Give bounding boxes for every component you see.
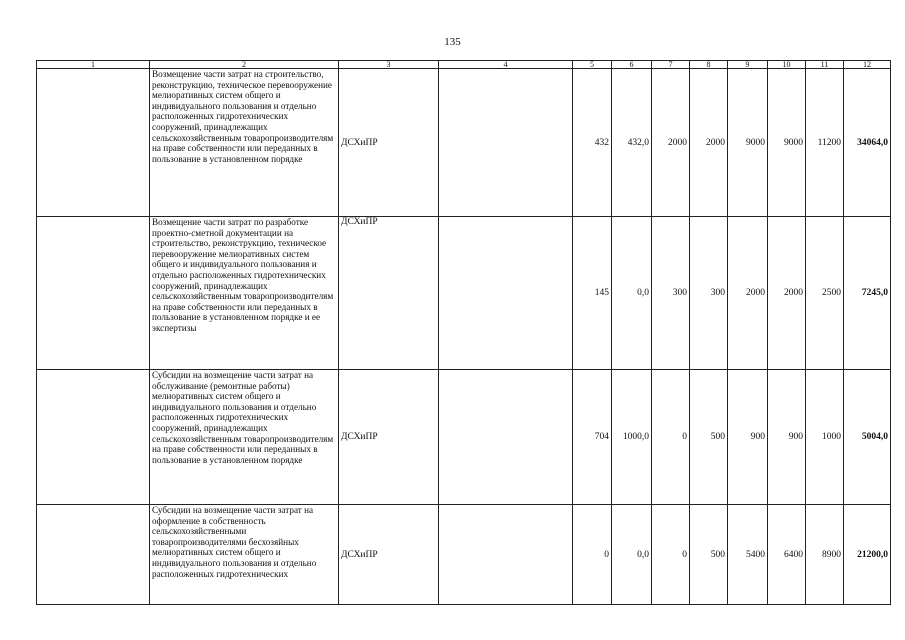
measure-description: Субсидии на возмещение части затрат на оформление в собственность сельскохозяйственными товаропроизводителями бесхозяйных мелиоративных систем общего и индивидуального пользования и отдельно расположенных гидротехнических xyxy=(150,505,339,605)
value-cell: 1000,0 xyxy=(612,370,652,505)
column-header: 6 xyxy=(612,61,652,69)
value-cell: 2000 xyxy=(768,217,806,370)
empty-cell xyxy=(37,505,150,605)
empty-cell xyxy=(37,217,150,370)
value-cell: 0 xyxy=(652,505,690,605)
value-cell: 6400 xyxy=(768,505,806,605)
table-row xyxy=(37,217,891,370)
table-row xyxy=(37,370,891,505)
value-cell: 900 xyxy=(728,370,768,505)
column-header: 7 xyxy=(652,61,690,69)
empty-cell xyxy=(439,505,573,605)
column-header: 3 xyxy=(339,61,439,69)
value-cell: 0,0 xyxy=(612,505,652,605)
column-header: 12 xyxy=(844,61,891,69)
value-cell: 8900 xyxy=(806,505,844,605)
column-number-row xyxy=(37,61,891,69)
column-header: 2 xyxy=(150,61,339,69)
empty-cell xyxy=(439,69,573,217)
empty-cell xyxy=(439,217,573,370)
table-row xyxy=(37,69,891,217)
empty-cell xyxy=(439,370,573,505)
column-header: 9 xyxy=(728,61,768,69)
value-cell: 9000 xyxy=(728,69,768,217)
total-cell: 7245,0 xyxy=(844,217,891,370)
column-header: 10 xyxy=(768,61,806,69)
value-cell: 432 xyxy=(573,69,612,217)
value-cell: 5400 xyxy=(728,505,768,605)
measure-description: Возмещение части затрат на строительство, реконструкцию, техническое перевооружение мелиоративных систем общего и индивидуального пользования и отдельно расположенных гидротехнических сооружений, принадлежащих сельскохозяйственным товаропроизводителям на праве собственности или переданных в пользование в установленном порядке xyxy=(150,69,339,217)
value-cell: 1000 xyxy=(806,370,844,505)
value-cell: 900 xyxy=(768,370,806,505)
executor-cell: ДСХиПР xyxy=(339,217,439,370)
value-cell: 2000 xyxy=(728,217,768,370)
value-cell: 0,0 xyxy=(612,217,652,370)
total-cell: 21200,0 xyxy=(844,505,891,605)
page-number: 135 xyxy=(444,36,461,48)
value-cell: 145 xyxy=(573,217,612,370)
budget-table xyxy=(36,60,891,605)
total-cell: 34064,0 xyxy=(844,69,891,217)
column-header: 1 xyxy=(37,61,150,69)
value-cell: 2500 xyxy=(806,217,844,370)
value-cell: 300 xyxy=(652,217,690,370)
measure-description: Субсидии на возмещение части затрат на обслуживание (ремонтные работы) мелиоративных систем общего и индивидуального пользования и отдельно расположенных гидротехнических сооружений, принадлежащих сельскохозяйственным товаропроизводителям на праве собственности или переданных в пользование в установленном порядке xyxy=(150,370,339,505)
total-cell: 5004,0 xyxy=(844,370,891,505)
column-header: 5 xyxy=(573,61,612,69)
column-header: 11 xyxy=(806,61,844,69)
executor-cell: ДСХиПР xyxy=(339,370,439,505)
value-cell: 0 xyxy=(652,370,690,505)
value-cell: 2000 xyxy=(690,69,728,217)
column-header: 8 xyxy=(690,61,728,69)
empty-cell xyxy=(37,69,150,217)
measure-description: Возмещение части затрат по разработке проектно-сметной документации на строительство, реконструкцию, техническое перевооружение мелиоративных систем общего и индивидуального пользования и отдельно расположенных гидротехнических сооружений, принадлежащих сельскохозяйственным товаропроизводителям на праве собственности или переданных в пользование в установленном порядке и ее экспертизы xyxy=(150,217,339,370)
value-cell: 300 xyxy=(690,217,728,370)
value-cell: 0 xyxy=(573,505,612,605)
table-row xyxy=(37,505,891,605)
executor-cell: ДСХиПР xyxy=(339,69,439,217)
value-cell: 704 xyxy=(573,370,612,505)
value-cell: 2000 xyxy=(652,69,690,217)
value-cell: 500 xyxy=(690,370,728,505)
empty-cell xyxy=(37,370,150,505)
value-cell: 9000 xyxy=(768,69,806,217)
value-cell: 432,0 xyxy=(612,69,652,217)
value-cell: 500 xyxy=(690,505,728,605)
executor-cell: ДСХиПР xyxy=(339,505,439,605)
column-header: 4 xyxy=(439,61,573,69)
value-cell: 11200 xyxy=(806,69,844,217)
